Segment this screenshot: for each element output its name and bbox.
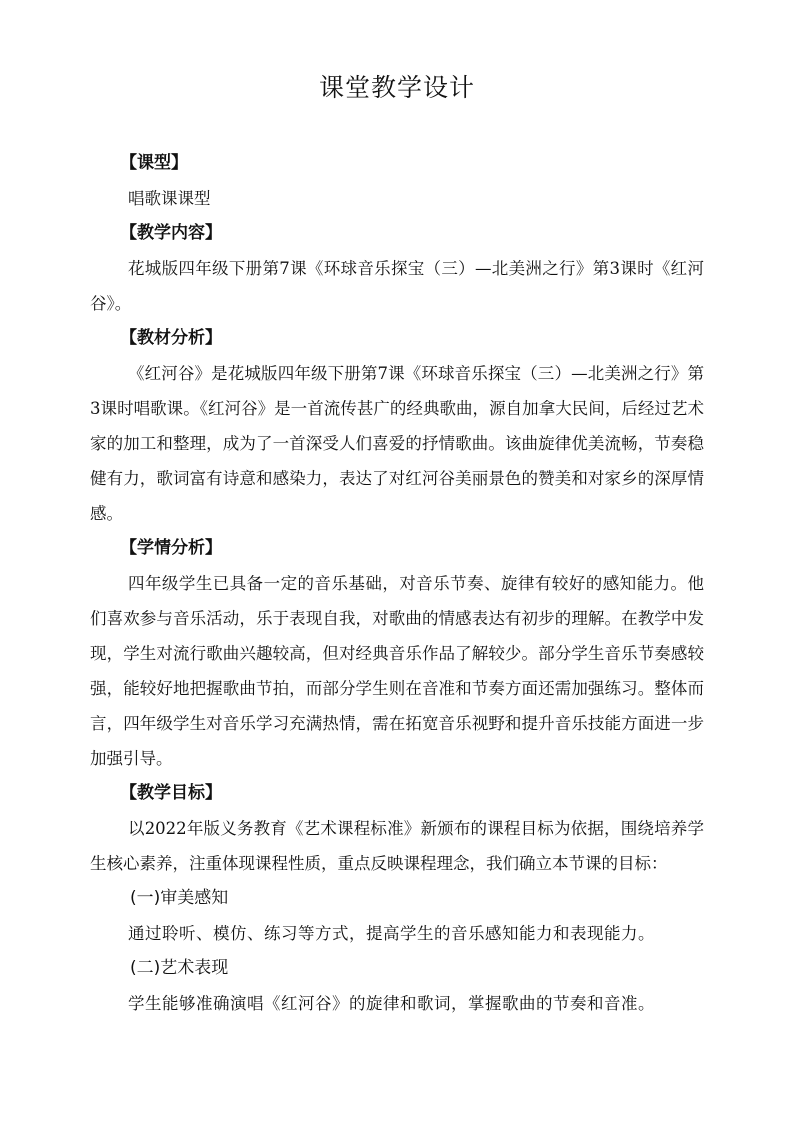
section-text-student-analysis: 四年级学生已具备一定的音乐基础，对音乐节奏、旋律有较好的感知能力。他们喜欢参与音乐活动，乐于表现自我，对歌曲的情感表达有初步的理解。在教学中发现，学生对流行歌曲兴趣较高，但对经典音乐作品了解较少。部分学生音乐节奏感较强，能较好地把握歌曲节拍，而部分学生则在音准和节奏方面还需加强练习。整体而言，四年级学生对音乐学习充满热情，需在拓宽音乐视野和提升音乐技能方面进一步加强引导。	[90, 574, 704, 768]
goal-heading-artistic-expression: (二)艺术表现	[130, 958, 229, 978]
section-heading-teaching-content: 【教学内容】	[120, 223, 222, 243]
document-body	[90, 146, 704, 1021]
section-heading-lesson-type: 【课型】	[120, 153, 188, 173]
goal-text-artistic-expression: 学生能够准确演唱《红河谷》的旋律和歌词，掌握歌曲的节奏和音准。	[128, 994, 655, 1013]
section-heading-teaching-goals: 【教学目标】	[120, 783, 222, 803]
section-heading-student-analysis: 【学情分析】	[120, 538, 222, 558]
section-text-teaching-goals: 以2022年版义务教育《艺术课程标准》新颁布的课程目标为依据，围绕培养学生核心素养，注重体现课程性质，重点反映课程理念，我们确立本节课的目标：	[90, 819, 704, 873]
goal-heading-aesthetic-perception: (一)审美感知	[130, 888, 229, 908]
section-text-textbook-analysis: 《红河谷》是花城版四年级下册第7课《环球音乐探宝（三）—北美洲之行》第3课时唱歌课。《红河谷》是一首流传甚广的经典歌曲，源自加拿大民间，后经过艺术家的加工和整理，成为了一首深受人们喜爱的抒情歌曲。该曲旋律优美流畅，节奏稳健有力，歌词富有诗意和感染力，表达了对红河谷美丽景色的赞美和对家乡的深厚情感。	[90, 364, 704, 523]
section-text-teaching-content: 花城版四年级下册第7课《环球音乐探宝（三）—北美洲之行》第3课时《红河谷》。	[90, 259, 704, 313]
section-text-lesson-type: 唱歌课课型	[128, 189, 211, 208]
document-title: 课堂教学设计	[318, 73, 475, 102]
section-heading-textbook-analysis: 【教材分析】	[120, 328, 222, 348]
goal-text-aesthetic-perception: 通过聆听、模仿、练习等方式，提高学生的音乐感知能力和表现能力。	[128, 924, 655, 943]
